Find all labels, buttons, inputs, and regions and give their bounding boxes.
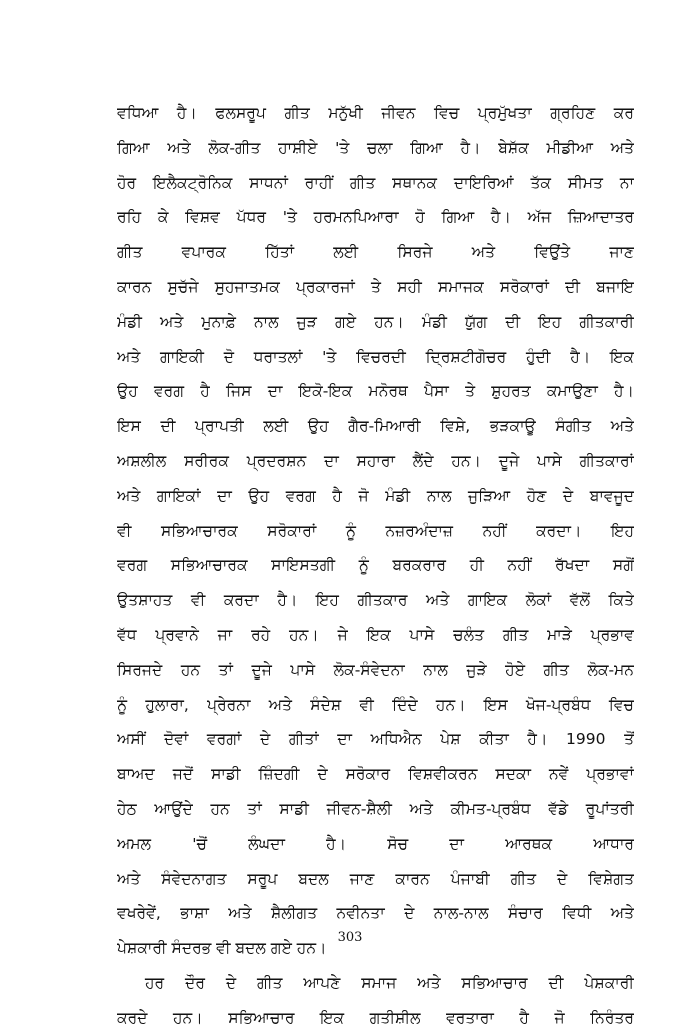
text-line: ਗਿਆ ਅਤੇ ਲੋਕ-ਗੀਤ ਹਾਸ਼ੀਏ 'ਤੇ ਚਲਾ ਗਿਆ ਹੈ। ਬੇਸ਼ੱਕ ਮੀਡੀਆ ਅਤੇ <box>117 138 634 157</box>
text-line: ਨੂੰ ਹੁਲਾਰਾ, ਪ੍ਰੇਰਨਾ ਅਤੇ ਸੰਦੇਸ਼ ਵੀ ਦਿੰਦੇ ਹਨ। ਇਸ ਖੋਜ-ਪ੍ਰਬੰਧ ਵਿਚ <box>117 695 634 714</box>
text-line: ਰਹਿ ਕੇ ਵਿਸ਼ਵ ਪੱਧਰ 'ਤੇ ਹਰਮਨਪਿਆਰਾ ਹੋ ਗਿਆ ਹੈ। ਅੱਜ ਜ਼ਿਆਦਾਤਰ <box>117 208 634 227</box>
text-line: ਵਰਗ ਸਭਿਆਚਾਰਕ ਸਾਇਸਤਗੀ ਨੂੰ ਬਰਕਰਾਰ ਹੀ ਨਹੀਂ ਰੱਖਦਾ ਸਗੋਂ <box>117 556 634 575</box>
text-line: ਕਰਦੇ ਹਨ। ਸਭਿਆਚਾਰ ਇਕ ਗਤੀਸ਼ੀਲ ਵਰਤਾਰਾ ਹੈ ਜੋ ਨਿਰੰਤਰ <box>117 1008 634 1027</box>
text-line: ਉਹ ਵਰਗ ਹੈ ਜਿਸ ਦਾ ਇਕੋ-ਇਕ ਮਨੋਰਥ ਪੈਸਾ ਤੇ ਸ਼ੁਹਰਤ ਕਮਾਉਣਾ ਹੈ। <box>117 382 634 401</box>
text-line: ਵਧਿਆ ਹੈ। ਫਲਸਰੂਪ ਗੀਤ ਮਨੁੱਖੀ ਜੀਵਨ ਵਿਚ ਪ੍ਰਮੁੱਖਤਾ ਗ੍ਰਹਿਣ ਕਰ <box>117 104 634 122</box>
page-number: 303 <box>337 930 363 945</box>
text-line: ਅਤੇ ਸੰਵੇਦਨਾਗਤ ਸਰੂਪ ਬਦਲ ਜਾਣ ਕਾਰਨ ਪੰਜਾਬੀ ਗੀਤ ਦੇ ਵਿਸ਼ੇਗਤ <box>117 869 634 888</box>
text-line: ਪੇਸ਼ਕਾਰੀ ਸੰਦਰਭ ਵੀ ਬਦਲ ਗਏ ਹਨ। <box>117 939 327 958</box>
text-line: ਅਤੇ ਗਾਇਕੀ ਦੋ ਧਰਾਤਲਾਂ 'ਤੇ ਵਿਚਰਦੀ ਦ੍ਰਿਸ਼ਟੀਗੋਚਰ ਹੁੰਦੀ ਹੈ। ਇਕ <box>117 347 634 366</box>
text-line: ਅਮਲ 'ਚੋਂ ਲੰਘਦਾ ਹੈ। ਸੋਚ ਦਾ ਆਰਥਕ ਆਧਾਰ <box>117 834 634 853</box>
text-line: ਹਰ ਦੌਰ ਦੇ ਗੀਤ ਆਪਣੇ ਸਮਾਜ ਅਤੇ ਸਭਿਆਚਾਰ ਦੀ ਪੇਸ਼ਕਾਰੀ <box>145 973 634 992</box>
text-line: ਵੀ ਸਭਿਆਚਾਰਕ ਸਰੋਕਾਰਾਂ ਨੂੰ ਨਜ਼ਰਅੰਦਾਜ਼ ਨਹੀਂ ਕਰਦਾ। ਇਹ <box>117 521 634 540</box>
body-text <box>117 96 634 1036</box>
text-line: ਬਾਅਦ ਜਦੋਂ ਸਾਡੀ ਜ਼ਿੰਦਗੀ ਦੇ ਸਰੋਕਾਰ ਵਿਸ਼ਵੀਕਰਨ ਸਦਕਾ ਨਵੇਂ ਪ੍ਰਭਾਵਾਂ <box>117 765 634 784</box>
text-line: ਵਖਰੇਵੇਂ, ਭਾਸ਼ਾ ਅਤੇ ਸ਼ੈਲੀਗਤ ਨਵੀਨਤਾ ਦੇ ਨਾਲ-ਨਾਲ ਸੰਚਾਰ ਵਿਧੀ ਅਤੇ <box>117 904 634 923</box>
text-line: ਕਾਰਨ ਸੁਚੱਜੇ ਸੁਹਜਾਤਮਕ ਪ੍ਰਕਾਰਜਾਂ ਤੇ ਸਹੀ ਸਮਾਜਕ ਸਰੋਕਾਰਾਂ ਦੀ ਬਜਾਇ <box>117 277 634 296</box>
text-line: ਅਤੇ ਗਾਇਕਾਂ ਦਾ ਉਹ ਵਰਗ ਹੈ ਜੋ ਮੰਡੀ ਨਾਲ ਜੁੜਿਆ ਹੋਣ ਦੇ ਬਾਵਜੂਦ <box>117 486 634 505</box>
text-line: ਅਸੀਂ ਦੋਵਾਂ ਵਰਗਾਂ ਦੇ ਗੀਤਾਂ ਦਾ ਅਧਿਐਨ ਪੇਸ਼ ਕੀਤਾ ਹੈ। 1990 ਤੋਂ <box>117 730 634 749</box>
text-line: ਹੋਰ ਇਲੈਕਟ੍ਰੋਨਿਕ ਸਾਧਨਾਂ ਰਾਹੀਂ ਗੀਤ ਸਥਾਨਕ ਦਾਇਰਿਆਂ ਤੱਕ ਸੀਮਤ ਨਾ <box>117 173 634 192</box>
text-line: ਸਿਰਜਦੇ ਹਨ ਤਾਂ ਦੂਜੇ ਪਾਸੇ ਲੋਕ-ਸੰਵੇਦਨਾ ਨਾਲ ਜੁੜੇ ਹੋਏ ਗੀਤ ਲੋਕ-ਮਨ <box>117 660 634 679</box>
text-line: ਮੰਡੀ ਅਤੇ ਮੁਨਾਫ਼ੇ ਨਾਲ ਜੁੜ ਗਏ ਹਨ। ਮੰਡੀ ਯੁੱਗ ਦੀ ਇਹ ਗੀਤਕਾਰੀ <box>117 312 634 331</box>
text-line: ਉਤਸ਼ਾਹਤ ਵੀ ਕਰਦਾ ਹੈ। ਇਹ ਗੀਤਕਾਰ ਅਤੇ ਗਾਇਕ ਲੋਕਾਂ ਵੱਲੋਂ ਕਿਤੇ <box>117 591 634 610</box>
text-line: ਗੀਤ ਵਪਾਰਕ ਹਿੱਤਾਂ ਲਈ ਸਿਰਜੇ ਅਤੇ ਵਿਉਂਤੇ ਜਾਣ <box>117 243 634 262</box>
text-line: ਇਸ ਦੀ ਪ੍ਰਾਪਤੀ ਲਈ ਉਹ ਗੈਰ-ਮਿਆਰੀ ਵਿਸ਼ੇ, ਭੜਕਾਊ ਸੰਗੀਤ ਅਤੇ <box>117 417 634 436</box>
text-line: ਅਸ਼ਲੀਲ ਸਰੀਰਕ ਪ੍ਰਦਰਸ਼ਨ ਦਾ ਸਹਾਰਾ ਲੈਂਦੇ ਹਨ। ਦੂਜੇ ਪਾਸੇ ਗੀਤਕਾਰਾਂ <box>117 451 634 470</box>
text-line: ਹੇਠ ਆਉਂਦੇ ਹਨ ਤਾਂ ਸਾਡੀ ਜੀਵਨ-ਸ਼ੈਲੀ ਅਤੇ ਕੀਮਤ-ਪ੍ਰਬੰਧ ਵੱਡੇ ਰੂਪਾਂਤਰੀ <box>117 799 634 818</box>
text-line: ਵੱਧ ਪ੍ਰਵਾਨੇ ਜਾ ਰਹੇ ਹਨ। ਜੇ ਇਕ ਪਾਸੇ ਚਲੰਤ ਗੀਤ ਮਾੜੇ ਪ੍ਰਭਾਵ <box>117 625 634 644</box>
